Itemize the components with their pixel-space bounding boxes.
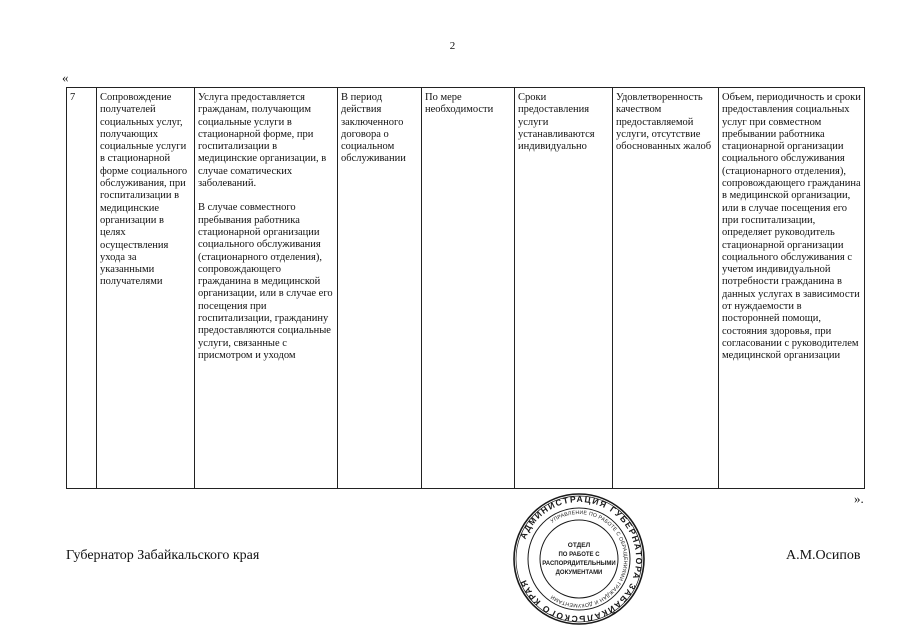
stamp-ring-3: [528, 508, 630, 610]
cell-paragraph: Сроки предоставления услуги устанавливаются индивидуально: [518, 92, 595, 153]
page-number: 2: [449, 40, 456, 52]
cell-quality-criteria: [613, 88, 719, 489]
cell-paragraph: 7: [70, 92, 76, 103]
service-table: [66, 87, 865, 489]
cell-paragraph: Объем, периодичность и сроки предоставления социальных услуг при совместном пребывании работника стационарной организации социального обслуживания (стационарного отделения), сопровождающего гражданина в медицинской организации, или в случае посещения его при госпитализации, определяет руководитель стационарной организации социального обслуживания с учетом индивидуальной потребности гражданина в данных услугах в зависимости от нуждаемости в посторонней помощи, состояния здоровья, при согласовании с руководителем медицинской организации: [722, 92, 861, 362]
cell-service-description: [195, 88, 338, 489]
official-stamp: [512, 492, 646, 626]
stamp-center-line-3: РАСПОРЯДИТЕЛЬНЫМИ: [542, 561, 616, 567]
cell-service-name: [97, 88, 195, 489]
stamp-outer-text: АДМИНИСТРАЦИЯ ГУБЕРНАТОРА ЗАБАЙКАЛЬСКОГО КРАЯ: [517, 493, 645, 625]
signature-name: А.М.Осипов: [786, 548, 861, 563]
cell-row-number: [67, 88, 97, 489]
cell-service-period: [338, 88, 422, 489]
cell-paragraph: Сопровождение получателей социальных услуг, получающих социальные услуги в стационарной форме социального обслуживания, при госпитализации в медицинские организации в целях осуществления ухода за указанными получателями: [100, 92, 188, 288]
cell-paragraph: По мере необходимости: [425, 92, 494, 116]
table-body: [67, 88, 865, 489]
stamp-center-line-2: ПО РАБОТЕ С: [558, 552, 600, 558]
cell-service-terms: [515, 88, 613, 489]
stamp-center-line-4: ДОКУМЕНТАМИ: [555, 570, 603, 576]
table-row: [67, 88, 865, 489]
stamp-middle-text: УПРАВЛЕНИЕ ПО РАБОТЕ С ОБРАЩЕНИЯМИ ГРАЖДАН И ДОКУМЕНТАМИ: [549, 509, 629, 609]
signature-title: Губернатор Забайкальского края: [66, 548, 260, 563]
closing-quote: ».: [854, 491, 864, 506]
cell-service-frequency: [422, 88, 515, 489]
opening-quote: «: [62, 70, 69, 85]
cell-service-conditions: [719, 88, 865, 489]
cell-paragraph: В случае совместного пребывания работника стационарной организации социального обслуживания (стационарного отделения), сопровождающего гражданина в медицинской организации, или в случае его посещения при госпитализации, гражданину предоставляются социальные услуги, связанные с присмотром и уходом: [198, 202, 333, 361]
stamp-inner-ring: [540, 520, 618, 598]
stamp-center-line-1: ОТДЕЛ: [567, 542, 591, 549]
cell-paragraph: Услуга предоставляется гражданам, получающим социальные услуги в стационарной форме, при госпитализации в медицинские организации, в случае соматических заболеваний.: [198, 92, 327, 190]
cell-paragraph: В период действия заключенного договора о социальном обслуживании: [341, 92, 406, 165]
cell-paragraph: Удовлетворенность качеством предоставляемой услуги, отсутствие обоснованных жалоб: [616, 92, 712, 153]
